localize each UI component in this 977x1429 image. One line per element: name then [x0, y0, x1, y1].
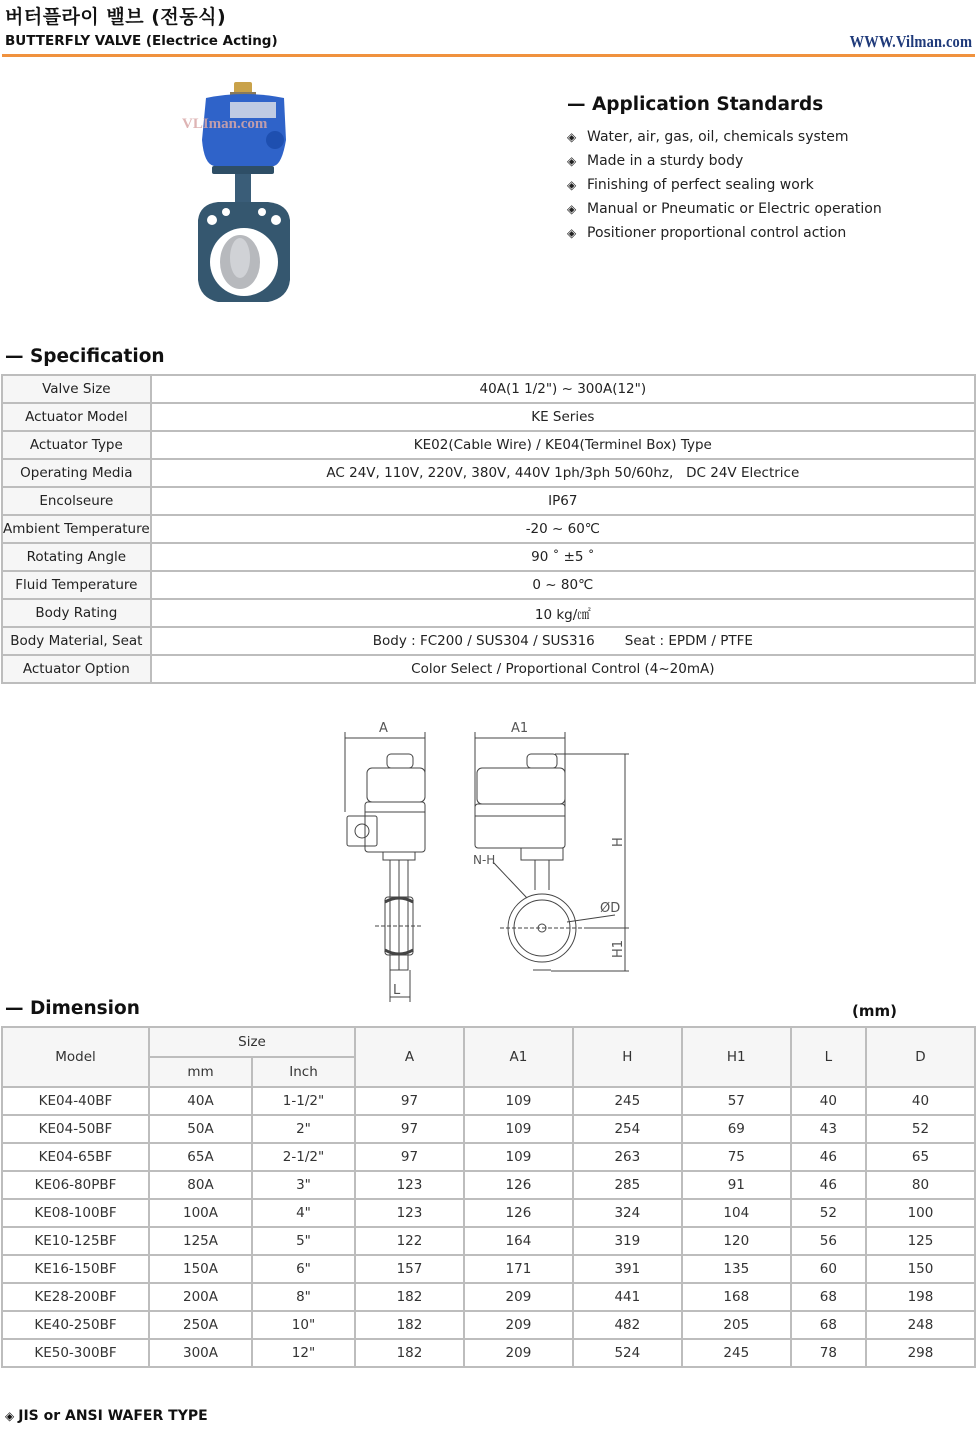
cell-inch: 8"	[252, 1283, 355, 1311]
cell-h1: 120	[682, 1227, 791, 1255]
cell-mm: 200A	[149, 1283, 252, 1311]
spec-value: 10 kg/㎠	[151, 599, 975, 627]
cell-a1: 126	[464, 1171, 573, 1199]
spec-label: Encolseure	[2, 487, 151, 515]
cell-mm: 65A	[149, 1143, 252, 1171]
cell-l: 43	[791, 1115, 866, 1143]
label-a1: A1	[511, 721, 529, 736]
page-title-korean: 버터플라이 밸브 (전동식)	[5, 6, 227, 28]
cell-a: 97	[355, 1087, 464, 1115]
cell-model: KE28-200BF	[2, 1283, 149, 1311]
cell-inch: 4"	[252, 1199, 355, 1227]
table-row	[2, 1171, 975, 1199]
watermark-text: VLIman.com	[182, 116, 268, 132]
spec-row	[2, 571, 975, 599]
spec-value: 40A(1 1/2") ~ 300A(12")	[151, 375, 975, 403]
cell-d: 298	[866, 1339, 975, 1367]
cell-inch: 10"	[252, 1311, 355, 1339]
cell-d: 125	[866, 1227, 975, 1255]
table-row	[2, 1311, 975, 1339]
header-a: A	[355, 1027, 464, 1087]
cell-d: 80	[866, 1171, 975, 1199]
spec-row	[2, 403, 975, 431]
spec-row	[2, 459, 975, 487]
application-standards	[567, 94, 882, 245]
cell-a: 97	[355, 1143, 464, 1171]
cell-a1: 171	[464, 1255, 573, 1283]
header-size: Size	[149, 1027, 355, 1057]
cell-model: KE04-50BF	[2, 1115, 149, 1143]
cell-a1: 109	[464, 1143, 573, 1171]
spec-value: Color Select / Proportional Control (4~20mA)	[151, 655, 975, 683]
table-row	[2, 1087, 975, 1115]
cell-mm: 150A	[149, 1255, 252, 1283]
spec-value: AC 24V, 110V, 220V, 380V, 440V 1ph/3ph 50/60hz, DC 24V Electrice	[151, 459, 975, 487]
spec-row	[2, 375, 975, 403]
label-a: A	[379, 721, 388, 736]
cell-inch: 2"	[252, 1115, 355, 1143]
footnote-text: JIS or ANSI WAFER TYPE	[18, 1408, 208, 1424]
cell-l: 40	[791, 1087, 866, 1115]
cell-l: 46	[791, 1171, 866, 1199]
cell-a1: 126	[464, 1199, 573, 1227]
cell-inch: 1-1/2"	[252, 1087, 355, 1115]
cell-a1: 109	[464, 1087, 573, 1115]
table-row	[2, 1115, 975, 1143]
cell-model: KE04-40BF	[2, 1087, 149, 1115]
cell-d: 65	[866, 1143, 975, 1171]
spec-value: 90 ˚ ±5 ˚	[151, 543, 975, 571]
label-h1: H1	[611, 939, 626, 958]
spec-label: Actuator Option	[2, 655, 151, 683]
cell-h: 391	[573, 1255, 682, 1283]
label-h: H	[611, 837, 626, 847]
label-d: ØD	[600, 901, 621, 916]
cell-model: KE06-80PBF	[2, 1171, 149, 1199]
cell-h1: 91	[682, 1171, 791, 1199]
application-standards-title: — Application Standards	[567, 94, 824, 115]
diamond-bullet-icon: ◈	[567, 202, 577, 216]
cell-model: KE50-300BF	[2, 1339, 149, 1367]
cell-mm: 125A	[149, 1227, 252, 1255]
diamond-bullet-icon: ◈	[567, 130, 577, 144]
cell-h1: 69	[682, 1115, 791, 1143]
product-photo	[178, 80, 310, 308]
list-item: ◈ Finishing of perfect sealing work	[567, 173, 882, 197]
application-standards-list	[567, 125, 882, 245]
cell-model: KE40-250BF	[2, 1311, 149, 1339]
list-item: ◈ Positioner proportional control action	[567, 221, 882, 245]
cell-mm: 300A	[149, 1339, 252, 1367]
header-h1: H1	[682, 1027, 791, 1087]
spec-label: Rotating Angle	[2, 543, 151, 571]
spec-label: Fluid Temperature	[2, 571, 151, 599]
cell-a: 157	[355, 1255, 464, 1283]
cell-a: 182	[355, 1339, 464, 1367]
spec-row	[2, 515, 975, 543]
diamond-bullet-icon: ◈	[567, 226, 577, 240]
cell-model: KE16-150BF	[2, 1255, 149, 1283]
cell-l: 52	[791, 1199, 866, 1227]
table-row	[2, 1143, 975, 1171]
cell-a1: 209	[464, 1311, 573, 1339]
cell-mm: 100A	[149, 1199, 252, 1227]
header-d: D	[866, 1027, 975, 1087]
list-item: ◈ Made in a sturdy body	[567, 149, 882, 173]
cell-l: 68	[791, 1311, 866, 1339]
spec-row	[2, 599, 975, 627]
cell-d: 198	[866, 1283, 975, 1311]
cell-mm: 250A	[149, 1311, 252, 1339]
spec-value: KE02(Cable Wire) / KE04(Terminel Box) Type	[151, 431, 975, 459]
spec-label: Actuator Type	[2, 431, 151, 459]
dimension-title: — Dimension	[5, 998, 140, 1019]
table-row	[2, 1283, 975, 1311]
table-row	[2, 1227, 975, 1255]
cell-a: 122	[355, 1227, 464, 1255]
cell-a: 123	[355, 1171, 464, 1199]
cell-a1: 209	[464, 1283, 573, 1311]
cell-d: 248	[866, 1311, 975, 1339]
header-a1: A1	[464, 1027, 573, 1087]
cell-model: KE08-100BF	[2, 1199, 149, 1227]
label-nh: N-H	[473, 853, 496, 867]
dimension-table	[1, 1026, 976, 1368]
header-mm: mm	[149, 1057, 252, 1087]
cell-model: KE04-65BF	[2, 1143, 149, 1171]
list-item: ◈ Water, air, gas, oil, chemicals system	[567, 125, 882, 149]
cell-d: 150	[866, 1255, 975, 1283]
cell-h: 285	[573, 1171, 682, 1199]
cell-h1: 135	[682, 1255, 791, 1283]
cell-d: 40	[866, 1087, 975, 1115]
footnote	[5, 1408, 208, 1424]
cell-mm: 50A	[149, 1115, 252, 1143]
dimension-diagram	[335, 712, 635, 1004]
diamond-bullet-icon: ◈	[5, 1409, 15, 1423]
website-link[interactable]: WWW.Vilman.com	[849, 32, 972, 51]
spec-value: IP67	[151, 487, 975, 515]
cell-h1: 168	[682, 1283, 791, 1311]
cell-h: 524	[573, 1339, 682, 1367]
cell-h: 254	[573, 1115, 682, 1143]
spec-row	[2, 487, 975, 515]
spec-value: Body : FC200 / SUS304 / SUS316 Seat : EPDM / PTFE	[151, 627, 975, 655]
spec-label: Operating Media	[2, 459, 151, 487]
header-divider	[2, 54, 975, 57]
header-inch: Inch	[252, 1057, 355, 1087]
diamond-bullet-icon: ◈	[567, 154, 577, 168]
spec-value: KE Series	[151, 403, 975, 431]
cell-d: 52	[866, 1115, 975, 1143]
cell-model: KE10-125BF	[2, 1227, 149, 1255]
header-h: H	[573, 1027, 682, 1087]
spec-value: 0 ~ 80℃	[151, 571, 975, 599]
table-row	[2, 1255, 975, 1283]
spec-row	[2, 431, 975, 459]
label-l: L	[393, 983, 401, 998]
cell-mm: 80A	[149, 1171, 252, 1199]
cell-a: 123	[355, 1199, 464, 1227]
cell-a: 97	[355, 1115, 464, 1143]
cell-h: 319	[573, 1227, 682, 1255]
spec-label: Valve Size	[2, 375, 151, 403]
spec-row	[2, 543, 975, 571]
spec-row	[2, 627, 975, 655]
cell-h1: 205	[682, 1311, 791, 1339]
cell-l: 60	[791, 1255, 866, 1283]
cell-inch: 2-1/2"	[252, 1143, 355, 1171]
page-title-english: BUTTERFLY VALVE (Electrice Acting)	[5, 33, 278, 49]
cell-h1: 104	[682, 1199, 791, 1227]
cell-a: 182	[355, 1311, 464, 1339]
cell-inch: 6"	[252, 1255, 355, 1283]
cell-h1: 245	[682, 1339, 791, 1367]
spec-label: Ambient Temperature	[2, 515, 151, 543]
cell-inch: 5"	[252, 1227, 355, 1255]
header-l: L	[791, 1027, 866, 1087]
cell-a1: 209	[464, 1339, 573, 1367]
cell-h: 482	[573, 1311, 682, 1339]
cell-l: 56	[791, 1227, 866, 1255]
table-row	[2, 1339, 975, 1367]
cell-d: 100	[866, 1199, 975, 1227]
cell-h: 263	[573, 1143, 682, 1171]
cell-h1: 75	[682, 1143, 791, 1171]
specification-title: — Specification	[5, 346, 165, 367]
cell-h: 324	[573, 1199, 682, 1227]
list-item: ◈ Manual or Pneumatic or Electric operation	[567, 197, 882, 221]
spec-label: Body Material, Seat	[2, 627, 151, 655]
cell-inch: 12"	[252, 1339, 355, 1367]
specification-table	[1, 374, 976, 684]
cell-inch: 3"	[252, 1171, 355, 1199]
cell-mm: 40A	[149, 1087, 252, 1115]
cell-a1: 109	[464, 1115, 573, 1143]
cell-h: 245	[573, 1087, 682, 1115]
header-model: Model	[2, 1027, 149, 1087]
spec-label: Body Rating	[2, 599, 151, 627]
spec-row	[2, 655, 975, 683]
cell-h1: 57	[682, 1087, 791, 1115]
cell-l: 46	[791, 1143, 866, 1171]
cell-a: 182	[355, 1283, 464, 1311]
unit-label: (mm)	[852, 1002, 897, 1020]
cell-l: 78	[791, 1339, 866, 1367]
cell-l: 68	[791, 1283, 866, 1311]
table-row	[2, 1199, 975, 1227]
cell-h: 441	[573, 1283, 682, 1311]
spec-label: Actuator Model	[2, 403, 151, 431]
cell-a1: 164	[464, 1227, 573, 1255]
spec-value: -20 ~ 60℃	[151, 515, 975, 543]
diamond-bullet-icon: ◈	[567, 178, 577, 192]
